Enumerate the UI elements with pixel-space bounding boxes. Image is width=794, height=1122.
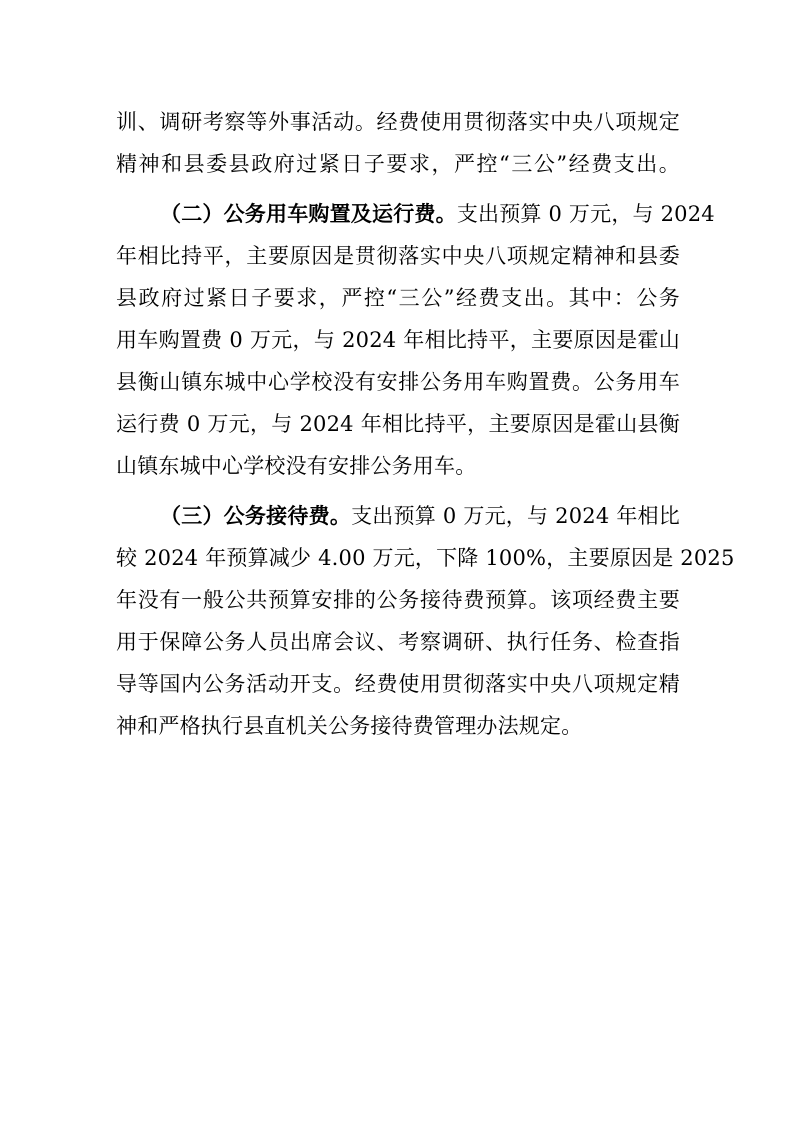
paragraph-line: 训、调研考察等外事活动。经费使用贯彻落实中央八项规定 — [116, 110, 680, 134]
paragraph-line: 县政府过紧日子要求，严控“三公”经费支出。其中：公务 — [116, 286, 680, 310]
section-2-heading: （二）公务用车购置及运行费。 — [160, 202, 457, 226]
paragraph-line: 神和严格执行县直机关公务接待费管理办法规定。 — [116, 714, 583, 738]
section-2-first-line-text: 支出预算 0 万元，与 2024 — [456, 202, 715, 226]
paragraph-line: 山镇东城中心学校没有安排公务用车。 — [116, 454, 477, 478]
paragraph-line: 精神和县委县政府过紧日子要求，严控“三公”经费支出。 — [116, 152, 680, 176]
paragraph-line: 用车购置费 0 万元，与 2024 年相比持平，主要原因是霍山 — [116, 328, 680, 352]
paragraph-line: 运行费 0 万元，与 2024 年相比持平，主要原因是霍山县衡 — [116, 412, 680, 436]
section-2-first-line — [160, 194, 715, 234]
section-3-first-line — [160, 496, 680, 536]
paragraph-line: 较 2024 年预算减少 4.00 万元，下降 100%，主要原因是 2025 — [116, 546, 735, 570]
paragraph-line: 县衡山镇东城中心学校没有安排公务用车购置费。公务用车 — [116, 370, 680, 394]
paragraph-line: 年相比持平，主要原因是贯彻落实中央八项规定精神和县委 — [116, 244, 680, 268]
section-3-first-line-text: 支出预算 0 万元，与 2024 年相比 — [351, 504, 680, 528]
paragraph-line: 导等国内公务活动开支。经费使用贯彻落实中央八项规定精 — [116, 672, 680, 696]
paragraph-line: 年没有一般公共预算安排的公务接待费预算。该项经费主要 — [116, 588, 680, 612]
paragraph-line: 用于保障公务人员出席会议、考察调研、执行任务、检查指 — [116, 630, 680, 654]
section-3-heading: （三）公务接待费。 — [160, 504, 352, 528]
